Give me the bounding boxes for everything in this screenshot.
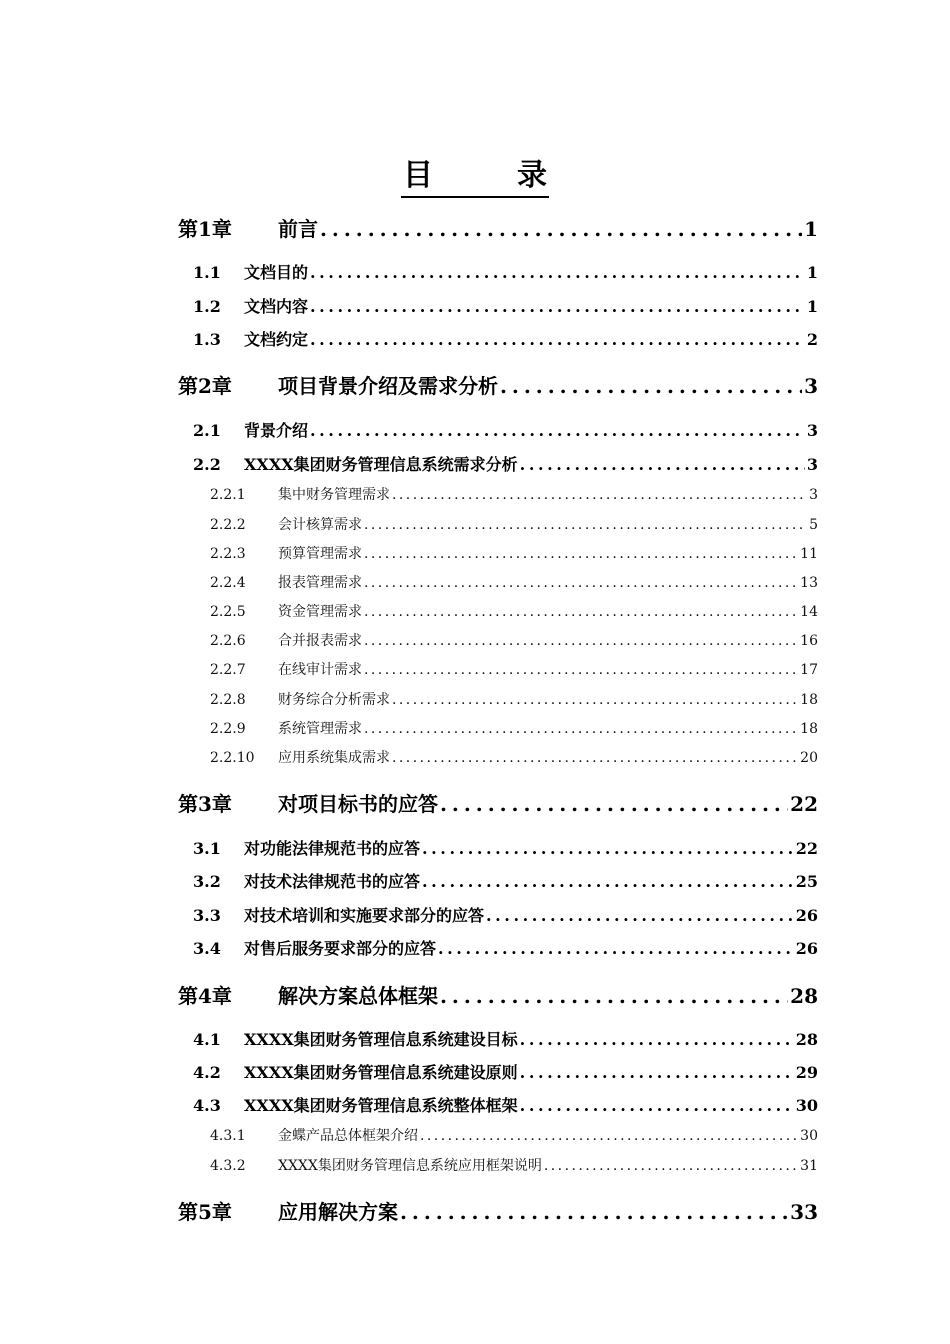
toc-dot-leader (364, 575, 798, 591)
toc-entry-title: 背景介绍 (244, 421, 309, 440)
toc-entry-title: XXXX集团财务管理信息系统需求分析 (244, 455, 518, 474)
toc-entry-title: XXXX集团财务管理信息系统建设原则 (244, 1063, 518, 1082)
toc-entry-number: 4.1 (193, 1030, 221, 1049)
toc-entry-page: 17 (800, 662, 818, 678)
toc-entry-page: 2 (806, 330, 818, 349)
toc-dot-leader (310, 263, 805, 282)
toc-entry-number: 2.2.1 (210, 487, 246, 503)
toc-entry-title: 合并报表需求 (278, 633, 362, 649)
toc-entry-title: 文档内容 (244, 297, 309, 316)
toc-entry[interactable] (210, 689, 818, 709)
toc-dot-leader (310, 297, 805, 316)
toc-entry-page: 29 (795, 1063, 818, 1082)
toc-dot-leader (364, 604, 798, 620)
toc-entry-page: 26 (795, 906, 818, 925)
toc-entry-number: 4.3 (193, 1096, 221, 1115)
toc-entry-number: 4.3.2 (210, 1158, 246, 1174)
toc-entry-page: 18 (800, 692, 818, 708)
toc-entry-title: 集中财务管理需求 (278, 487, 390, 503)
toc-entry-title: 资金管理需求 (278, 604, 362, 620)
toc-entry[interactable] (193, 836, 818, 859)
toc-dot-leader (544, 1158, 798, 1174)
toc-dot-leader (520, 455, 805, 474)
toc-entry[interactable] (178, 213, 818, 242)
toc-entry-page: 33 (790, 1200, 818, 1224)
toc-entry-title: XXXX集团财务管理信息系统应用框架说明 (278, 1158, 542, 1174)
toc-dot-leader (364, 633, 798, 649)
toc-entry-number: 第5章 (178, 1200, 232, 1224)
toc-dot-leader (364, 517, 807, 533)
toc-entry-page: 1 (804, 217, 818, 241)
toc-entry-page: 3 (806, 421, 818, 440)
toc-dot-leader (420, 1128, 798, 1144)
toc-dot-leader (500, 374, 802, 398)
toc-entry-page: 22 (795, 839, 818, 858)
toc-dot-leader (364, 546, 798, 562)
toc-entry-title: 系统管理需求 (278, 721, 362, 737)
toc-entry-page: 14 (800, 604, 818, 620)
toc-title-char-2: 录 (517, 158, 547, 193)
toc-entry-title: XXXX集团财务管理信息系统建设目标 (244, 1030, 518, 1049)
toc-entry-number: 第1章 (178, 217, 232, 241)
toc-entry[interactable] (210, 514, 818, 534)
toc-entry[interactable] (193, 452, 818, 475)
toc-entry-number: 2.2.8 (210, 692, 246, 708)
toc-entry-page: 3 (804, 374, 818, 398)
toc-entry-title: 财务综合分析需求 (278, 692, 390, 708)
toc-dot-leader (520, 1096, 794, 1115)
toc-entry-page: 30 (800, 1128, 818, 1144)
toc-entry[interactable] (193, 294, 818, 317)
toc-entry-number: 4.2 (193, 1063, 221, 1082)
toc-dot-leader (392, 692, 798, 708)
toc-entry-page: 1 (806, 297, 818, 316)
toc-entry-title: 会计核算需求 (278, 517, 362, 533)
toc-entry-page: 13 (800, 575, 818, 591)
toc-dot-leader (422, 839, 794, 858)
toc-entry-number: 3.4 (193, 939, 221, 958)
toc-entry[interactable] (178, 370, 818, 399)
toc-entry[interactable] (210, 572, 818, 592)
toc-entry-title: 对技术法律规范书的应答 (244, 872, 421, 891)
toc-entry[interactable] (193, 1027, 818, 1050)
toc-entry-page: 22 (790, 792, 818, 816)
toc-entry[interactable] (210, 630, 818, 650)
toc-dot-leader (310, 330, 805, 349)
toc-entry-number: 2.1 (193, 421, 221, 440)
toc-entry-page: 1 (806, 263, 818, 282)
toc-entry-number: 2.2.2 (210, 517, 246, 533)
toc-dot-leader (364, 721, 798, 737)
toc-entry-page: 5 (809, 517, 818, 533)
toc-dot-leader (440, 984, 788, 1008)
toc-entry-title: 对售后服务要求部分的应答 (244, 939, 437, 958)
toc-entry-title: 文档目的 (244, 263, 309, 282)
toc-dot-leader (422, 872, 794, 891)
toc-entry[interactable] (210, 1125, 818, 1145)
toc-entry-number: 2.2.5 (210, 604, 246, 620)
toc-entry-number: 3.2 (193, 872, 221, 891)
toc-entry-page: 20 (800, 750, 818, 766)
toc-entry-page: 28 (790, 984, 818, 1008)
toc-entry[interactable] (210, 543, 818, 563)
toc-entry[interactable] (178, 788, 818, 817)
toc-entry-number: 2.2 (193, 455, 221, 474)
toc-entry[interactable] (210, 718, 818, 738)
toc-entry-page: 28 (795, 1030, 818, 1049)
toc-dot-leader (440, 792, 788, 816)
toc-entry-title: 金蝶产品总体框架介绍 (278, 1128, 418, 1144)
toc-entry-title: 应用解决方案 (278, 1200, 398, 1224)
toc-entry-title: 文档约定 (244, 330, 309, 349)
toc-entry-title: 对项目标书的应答 (278, 792, 438, 816)
toc-entry-title: 前言 (278, 217, 318, 241)
toc-title-char-1: 目 (403, 158, 433, 193)
toc-entry[interactable] (193, 869, 818, 892)
toc-dot-leader (320, 217, 802, 241)
toc-entry[interactable] (193, 260, 818, 283)
toc-entry-title: 对功能法律规范书的应答 (244, 839, 421, 858)
toc-entry[interactable] (210, 601, 818, 621)
toc-entry-number: 1.1 (193, 263, 221, 282)
toc-entry[interactable] (193, 936, 818, 959)
toc-entry[interactable] (193, 1060, 818, 1083)
toc-entry-number: 2.2.3 (210, 546, 246, 562)
toc-entry-page: 25 (795, 872, 818, 891)
toc-entry-number: 第3章 (178, 792, 232, 816)
toc-entry-page: 31 (800, 1158, 818, 1174)
toc-entry-page: 3 (809, 487, 818, 503)
toc-entry[interactable] (210, 484, 818, 504)
toc-entry-title: 在线审计需求 (278, 662, 362, 678)
toc-entry-number: 1.2 (193, 297, 221, 316)
toc-entry-page: 30 (795, 1096, 818, 1115)
toc-entry-title: 解决方案总体框架 (278, 984, 438, 1008)
toc-entry[interactable] (210, 1155, 818, 1175)
toc-entry-number: 2.2.4 (210, 575, 246, 591)
toc-entry-title: 报表管理需求 (278, 575, 362, 591)
toc-entry-page: 26 (795, 939, 818, 958)
toc-dot-leader (520, 1030, 794, 1049)
toc-entry[interactable] (178, 980, 818, 1009)
toc-entry-number: 第4章 (178, 984, 232, 1008)
toc-entry-number: 2.2.9 (210, 721, 246, 737)
toc-entry[interactable] (193, 1093, 818, 1116)
toc-entry-title: 对技术培训和实施要求部分的应答 (244, 906, 485, 925)
toc-entry[interactable] (210, 747, 818, 767)
toc-dot-leader (392, 750, 798, 766)
toc-dot-leader (310, 421, 805, 440)
toc-entry-title: 预算管理需求 (278, 546, 362, 562)
toc-entry-title: XXXX集团财务管理信息系统整体框架 (244, 1096, 518, 1115)
toc-entry-number: 2.2.7 (210, 662, 246, 678)
toc-entry-number: 2.2.6 (210, 633, 246, 649)
toc-dot-leader (364, 662, 798, 678)
toc-dot-leader (520, 1063, 794, 1082)
toc-entry-number: 3.3 (193, 906, 221, 925)
toc-entry[interactable] (178, 1196, 818, 1225)
toc-entry-number: 1.3 (193, 330, 221, 349)
toc-entry-number: 2.2.10 (210, 750, 255, 766)
toc-dot-leader (438, 939, 794, 958)
toc-dot-leader (392, 487, 807, 503)
toc-entry-number: 4.3.1 (210, 1128, 246, 1144)
toc-entry-page: 18 (800, 721, 818, 737)
toc-entry-page: 11 (800, 546, 818, 562)
toc-entry-number: 3.1 (193, 839, 221, 858)
toc-entry[interactable] (193, 327, 818, 350)
toc-dot-leader (400, 1200, 788, 1224)
toc-entry[interactable] (210, 659, 818, 679)
toc-entry[interactable] (193, 903, 818, 926)
toc-entry-page: 3 (806, 455, 818, 474)
toc-entry-number: 第2章 (178, 374, 232, 398)
toc-entry-page: 16 (800, 633, 818, 649)
toc-entry[interactable] (193, 418, 818, 441)
toc-entry-title: 应用系统集成需求 (278, 750, 390, 766)
toc-dot-leader (486, 906, 794, 925)
toc-entry-title: 项目背景介绍及需求分析 (278, 374, 498, 398)
